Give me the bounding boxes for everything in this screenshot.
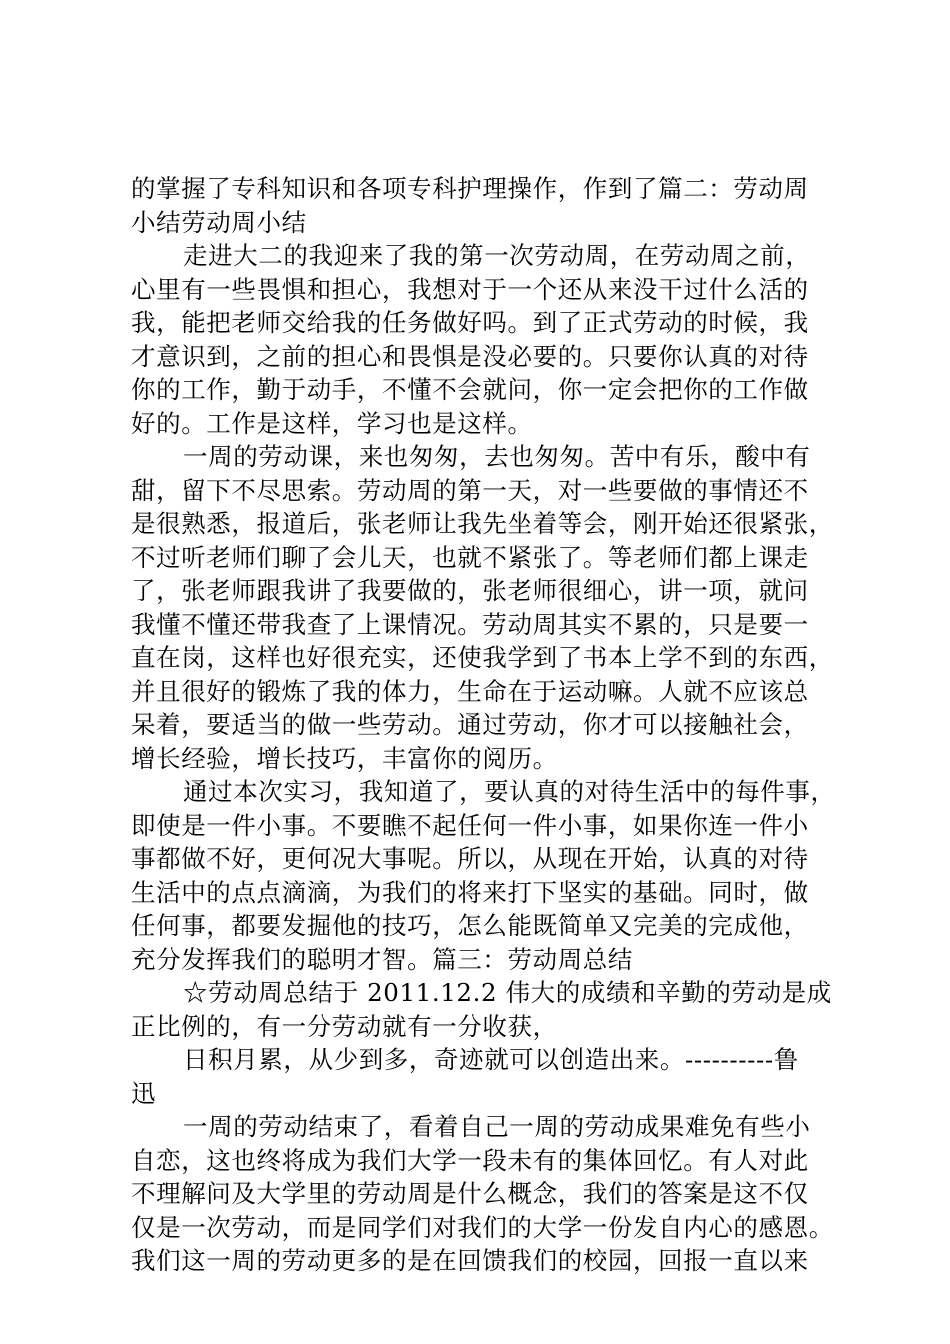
text-line: 走进大二的我迎来了我的第一次劳动周，在劳动周之前， — [183, 241, 811, 270]
text-line: 生活中的点点滴滴，为我们的将来打下坚实的基础。同时，做 — [131, 877, 809, 907]
text-line: 是很熟悉，报道后，张老师让我先坐着等会，刚开始还很紧张， — [131, 509, 834, 538]
text-line: 我们这一周的劳动更多的是在回馈我们的校园，回报一直以来 — [131, 1246, 809, 1275]
text-line: 自恋，这也终将成为我们大学一段未有的集体回忆。有人对此 — [131, 1145, 809, 1175]
text-line: 小结劳动周小结 — [131, 207, 307, 237]
text-line: 充分发挥我们的聪明才智。篇三：劳动周总结 — [131, 944, 633, 974]
text-line: 事都做不好，更何况大事呢。所以，从现在开始，认真的对待 — [131, 844, 809, 873]
text-line: 一周的劳动课，来也匆匆，去也匆匆。苦中有乐，酸中有 — [183, 442, 811, 471]
text-line: 我懂不懂还带我查了上课情况。劳动周其实不累的，只是要一 — [131, 609, 809, 639]
body-text — [131, 172, 836, 1278]
text-line: 了，张老师跟我讲了我要做的，张老师很细心，讲一项，就问 — [131, 576, 809, 605]
text-line: 通过本次实习，我知道了，要认真的对待生活中的每件事， — [183, 777, 836, 806]
text-line: 迅 — [131, 1078, 157, 1108]
text-line: ☆劳动周总结于 2011.12.2 伟大的成绩和辛勤的劳动是成 — [183, 978, 832, 1007]
text-line: 日积月累，从少到多，奇迹就可以创造出来。----------鲁 — [183, 1045, 799, 1074]
text-line: 才意识到，之前的担心和畏惧是没必要的。只要你认真的对待 — [131, 341, 809, 371]
text-line: 你的工作，勤于动手，不懂不会就问，你一定会把你的工作做 — [131, 375, 809, 404]
text-line: 好的。工作是这样，学习也是这样。 — [131, 408, 533, 438]
text-line: 一周的劳动结束了，看着自己一周的劳动成果难免有些小 — [183, 1112, 811, 1141]
text-line: 任何事，都要发掘他的技巧，怎么能既简单又完美的完成他， — [131, 911, 809, 940]
text-line: 甜，留下不尽思索。劳动周的第一天，对一些要做的事情还不 — [131, 475, 809, 505]
text-line: 增长经验，增长技巧，丰富你的阅历。 — [131, 743, 558, 773]
text-line: 并且很好的锻炼了我的体力，生命在于运动嘛。人就不应该总 — [131, 676, 809, 706]
text-line: 不理解问及大学里的劳动周是什么概念，我们的答案是这不仅 — [131, 1179, 809, 1208]
text-line: 我，能把老师交给我的任务做好吗。到了正式劳动的时候，我 — [131, 308, 809, 337]
text-line: 直在岗，这样也好很充实，还使我学到了书本上学不到的东西， — [131, 643, 834, 672]
text-line: 仅是一次劳动，而是同学们对我们的大学一份发自内心的感恩。 — [131, 1212, 834, 1242]
text-line: 心里有一些畏惧和担心，我想对于一个还从来没干过什么活的 — [131, 274, 809, 304]
text-line: 呆着，要适当的做一些劳动。通过劳动，你才可以接触社会， — [131, 710, 809, 739]
text-line: 不过听老师们聊了会儿天，也就不紧张了。等老师们都上课走 — [131, 542, 809, 572]
text-line: 即使是一件小事。不要瞧不起任何一件小事，如果你连一件小 — [131, 810, 809, 840]
text-line: 正比例的，有一分劳动就有一分收获， — [131, 1011, 558, 1041]
text-line: 的掌握了专科知识和各项专科护理操作，作到了篇二：劳动周 — [131, 174, 809, 203]
